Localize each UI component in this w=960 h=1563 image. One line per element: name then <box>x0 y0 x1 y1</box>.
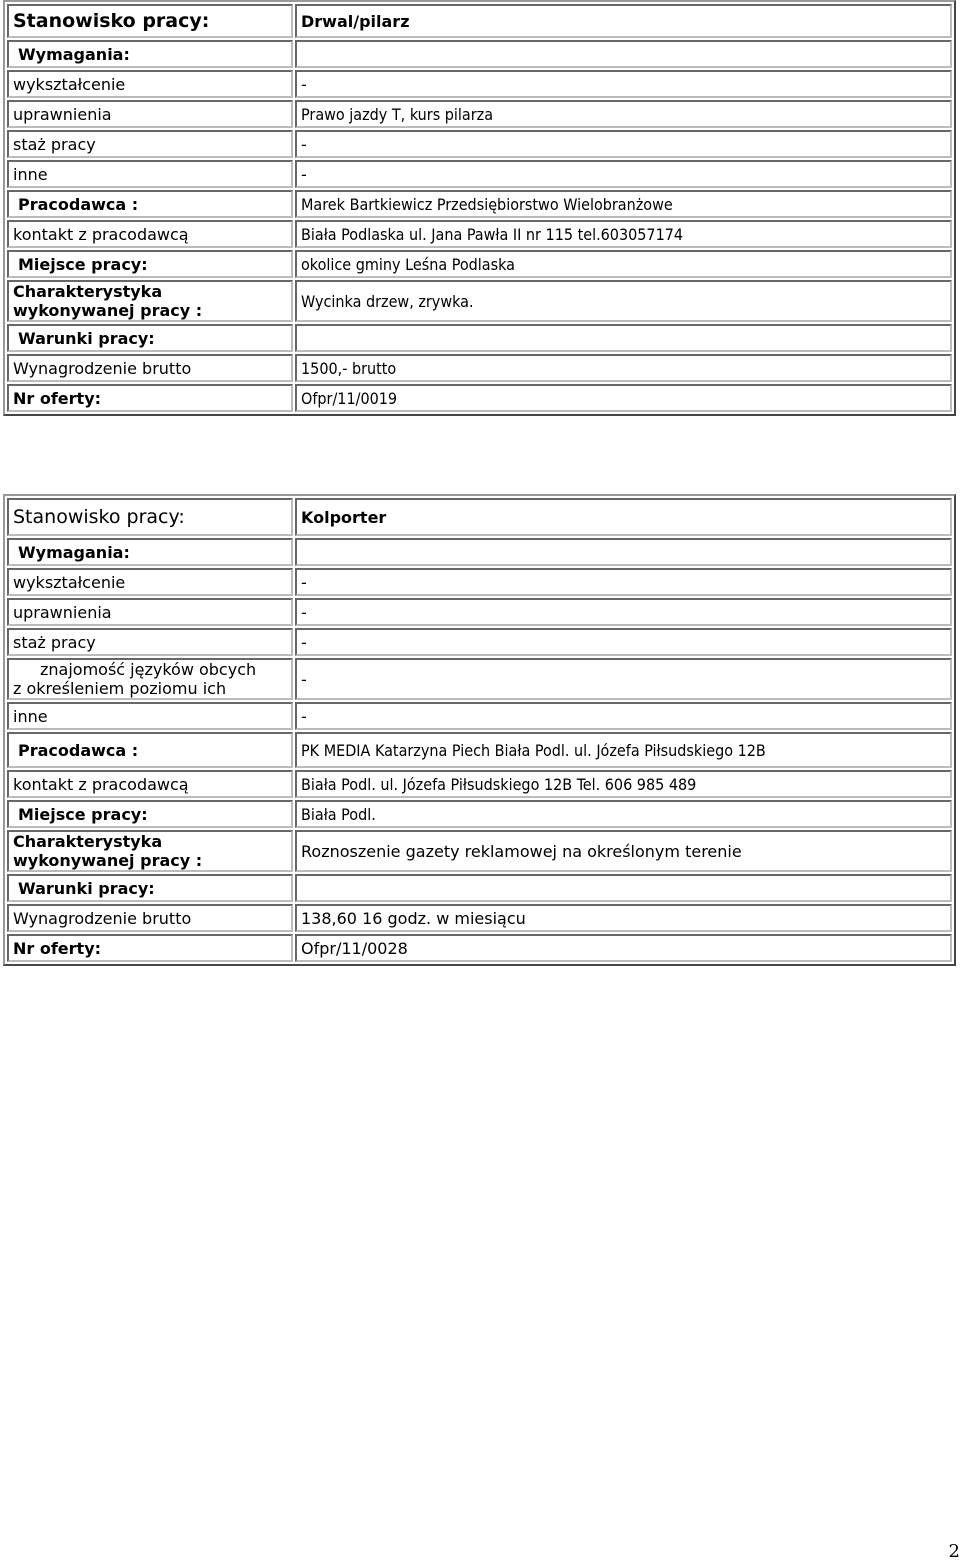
contact-row <box>7 220 952 248</box>
languages-label-line1: znajomość języków obcych <box>40 660 257 679</box>
employer-value: Marek Bartkiewicz Przedsiębiorstwo Wielobranżowe <box>295 190 952 218</box>
page-number: 2 <box>948 1541 960 1562</box>
place-row <box>7 250 952 278</box>
position-row <box>7 498 952 536</box>
other-row <box>7 702 952 730</box>
employer-row <box>7 732 952 768</box>
characteristic-label-line2: wykonywanej pracy : <box>13 851 203 870</box>
languages-label <box>7 658 293 700</box>
conditions-value <box>295 324 952 352</box>
place-value: Biała Podl. <box>295 800 952 828</box>
characteristic-label <box>7 830 293 872</box>
characteristic-label <box>7 280 293 322</box>
offer-number-label: Nr oferty: <box>7 934 293 962</box>
conditions-row <box>7 324 952 352</box>
employer-label-cell <box>7 732 293 768</box>
salary-row <box>7 354 952 382</box>
salary-label: Wynagrodzenie brutto <box>7 354 293 382</box>
experience-label: staż pracy <box>7 130 293 158</box>
salary-row <box>7 904 952 932</box>
requirements-value <box>295 40 952 68</box>
employer-label-cell <box>7 190 293 218</box>
conditions-label: Warunki pracy: <box>7 324 293 352</box>
education-row <box>7 568 952 596</box>
languages-label-line2: z określeniem poziomu ich <box>13 679 227 698</box>
contact-row <box>7 770 952 798</box>
salary-value: 138,60 16 godz. w miesiącu <box>295 904 952 932</box>
characteristic-value: Roznoszenie gazety reklamowej na określonym terenie <box>295 830 952 872</box>
education-label: wykształcenie <box>7 568 293 596</box>
position-label: Stanowisko pracy: <box>7 4 293 38</box>
experience-label: staż pracy <box>7 628 293 656</box>
education-value: - <box>295 568 952 596</box>
permissions-label: uprawnienia <box>7 598 293 626</box>
experience-value: - <box>295 130 952 158</box>
employer-label: Pracodawca : <box>18 740 139 760</box>
position-row <box>7 4 952 38</box>
employer-label: Pracodawca : <box>18 194 139 214</box>
place-label: Miejsce pracy: <box>7 250 293 278</box>
permissions-row <box>7 100 952 128</box>
place-value: okolice gminy Leśna Podlaska <box>295 250 952 278</box>
salary-value: 1500,- brutto <box>295 354 952 382</box>
permissions-row <box>7 598 952 626</box>
other-row <box>7 160 952 188</box>
languages-row <box>7 658 952 700</box>
experience-value: - <box>295 628 952 656</box>
conditions-row <box>7 874 952 902</box>
requirements-row <box>7 40 952 68</box>
job-offer-table <box>3 0 956 416</box>
job-offer-table <box>3 494 956 966</box>
characteristic-row <box>7 830 952 872</box>
place-label: Miejsce pracy: <box>7 800 293 828</box>
offer-number-label: Nr oferty: <box>7 384 293 412</box>
contact-value: Biała Podl. ul. Józefa Piłsudskiego 12B Tel. 606 985 489 <box>295 770 952 798</box>
permissions-label: uprawnienia <box>7 100 293 128</box>
other-label: inne <box>7 702 293 730</box>
education-value: - <box>295 70 952 98</box>
salary-label: Wynagrodzenie brutto <box>7 904 293 932</box>
offer-number-row <box>7 934 952 962</box>
offer-number-row <box>7 384 952 412</box>
experience-row <box>7 130 952 158</box>
other-value: - <box>295 702 952 730</box>
offer-number-value: Ofpr/11/0028 <box>295 934 952 962</box>
employer-row <box>7 190 952 218</box>
characteristic-row <box>7 280 952 322</box>
other-value: - <box>295 160 952 188</box>
permissions-value: - <box>295 598 952 626</box>
requirements-row <box>7 538 952 566</box>
conditions-value <box>295 874 952 902</box>
characteristic-label-line1: Charakterystyka <box>13 832 163 851</box>
position-value: Kolporter <box>295 498 952 536</box>
education-row <box>7 70 952 98</box>
position-label: Stanowisko pracy: <box>7 498 293 536</box>
requirements-label: Wymagania: <box>7 538 293 566</box>
characteristic-label-line1: Charakterystyka <box>13 282 163 301</box>
requirements-value <box>295 538 952 566</box>
other-label: inne <box>7 160 293 188</box>
experience-row <box>7 628 952 656</box>
permissions-value: Prawo jazdy T, kurs pilarza <box>295 100 952 128</box>
languages-value: - <box>295 658 952 700</box>
characteristic-value: Wycinka drzew, zrywka. <box>295 280 952 322</box>
education-label: wykształcenie <box>7 70 293 98</box>
offer-number-value: Ofpr/11/0019 <box>295 384 952 412</box>
position-value: Drwal/pilarz <box>295 4 952 38</box>
employer-value: PK MEDIA Katarzyna Piech Biała Podl. ul. Józefa Piłsudskiego 12B <box>295 732 952 768</box>
contact-value: Biała Podlaska ul. Jana Pawła II nr 115 tel.603057174 <box>295 220 952 248</box>
characteristic-label-line2: wykonywanej pracy : <box>13 301 203 320</box>
requirements-label: Wymagania: <box>7 40 293 68</box>
contact-label: kontakt z pracodawcą <box>7 220 293 248</box>
contact-label: kontakt z pracodawcą <box>7 770 293 798</box>
place-row <box>7 800 952 828</box>
conditions-label: Warunki pracy: <box>7 874 293 902</box>
